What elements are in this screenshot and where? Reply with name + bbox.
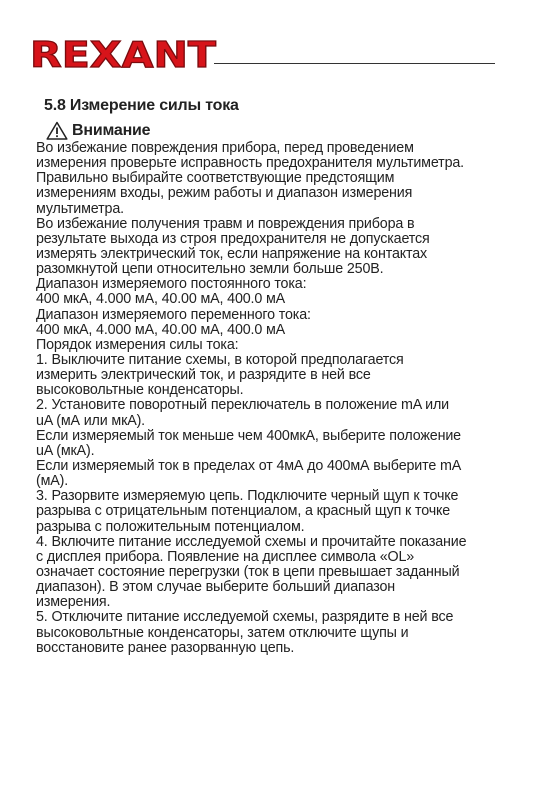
header-rule [214, 63, 495, 64]
text-line: 5. Отключите питание исследуемой схемы, разрядите в ней все [36, 609, 454, 626]
text-line: Правильно выбирайте соответствующие предстоящим [36, 170, 395, 187]
text-line: 400 мкА, 4.000 мА, 40.00 мА, 400.0 мА [36, 291, 286, 308]
text-line: высоковольтные конденсаторы, затем отключите щупы и [36, 624, 409, 641]
text-line: 2. Установите поворотный переключатель в положение mA или [36, 397, 450, 414]
warning-triangle-icon [46, 121, 68, 140]
text-line: разрыва с положительным потенциалом. [36, 518, 305, 535]
text-line: восстановите ранее разорванную цепь. [36, 639, 295, 656]
text-line: uA (мкА). [36, 442, 95, 459]
text-line: измерениям входы, режим работы и диапазон измерения [36, 185, 413, 202]
text-line: измерить электрический ток, и разрядите в ней все [36, 367, 371, 384]
text-line: разомкнутой цепи относительно земли больше 250В. [36, 261, 384, 278]
text-line: мультиметра. [36, 200, 124, 217]
text-line: Если измеряемый ток в пределах от 4мА до 400мА выберите mA [36, 457, 462, 474]
text-line: Во избежание повреждения прибора, перед проведением [36, 140, 414, 156]
text-line: означает состояние перегрузки (ток в цепи превышает заданный [36, 563, 460, 580]
warning-heading [46, 121, 150, 140]
instruction-body [36, 141, 506, 656]
text-line: Во избежание получения травм и повреждения прибора в [36, 215, 415, 232]
text-line: 3. Разорвите измеряемую цепь. Подключите черный щуп к точке [36, 488, 459, 505]
rexant-logo [30, 36, 220, 72]
text-line: Если измеряемый ток меньше чем 400мкА, выберите положение [36, 427, 461, 444]
text-line: измерять электрический ток, если напряжение на контактах [36, 245, 428, 262]
text-line: разрыва с отрицательным потенциалом, а красный щуп к точке [36, 503, 451, 520]
text-line: с дисплея прибора. Появление на дисплее символа «OL» [36, 548, 415, 565]
svg-text:REXANT: REXANT [30, 36, 217, 72]
text-line: диапазон). В этом случае выберите больший диапазон [36, 579, 396, 596]
section-title: 5.8 Измерение силы тока [44, 97, 239, 114]
text-line: 1. Выключите питание схемы, в которой предполагается [36, 351, 404, 368]
text-line: результате выхода из строя предохранителя не допускается [36, 230, 430, 247]
text-line: uA (мА или мкА). [36, 412, 146, 429]
text-line: Порядок измерения силы тока: [36, 336, 239, 353]
text-line: измерения проверьте исправность предохранителя мультиметра. [36, 155, 465, 172]
text-line: 4. Включите питание исследуемой схемы и прочитайте показание [36, 533, 467, 550]
text-line: измерения. [36, 594, 111, 611]
text-line: высоковольтные конденсаторы. [36, 382, 244, 399]
text-line: Диапазон измеряемого переменного тока: [36, 306, 311, 323]
text-line: 400 мкА, 4.000 мА, 40.00 мА, 400.0 мА [36, 321, 286, 338]
warning-label: Внимание [72, 121, 151, 139]
text-line: (мА). [36, 473, 69, 490]
text-line: Диапазон измеряемого постоянного тока: [36, 276, 307, 293]
